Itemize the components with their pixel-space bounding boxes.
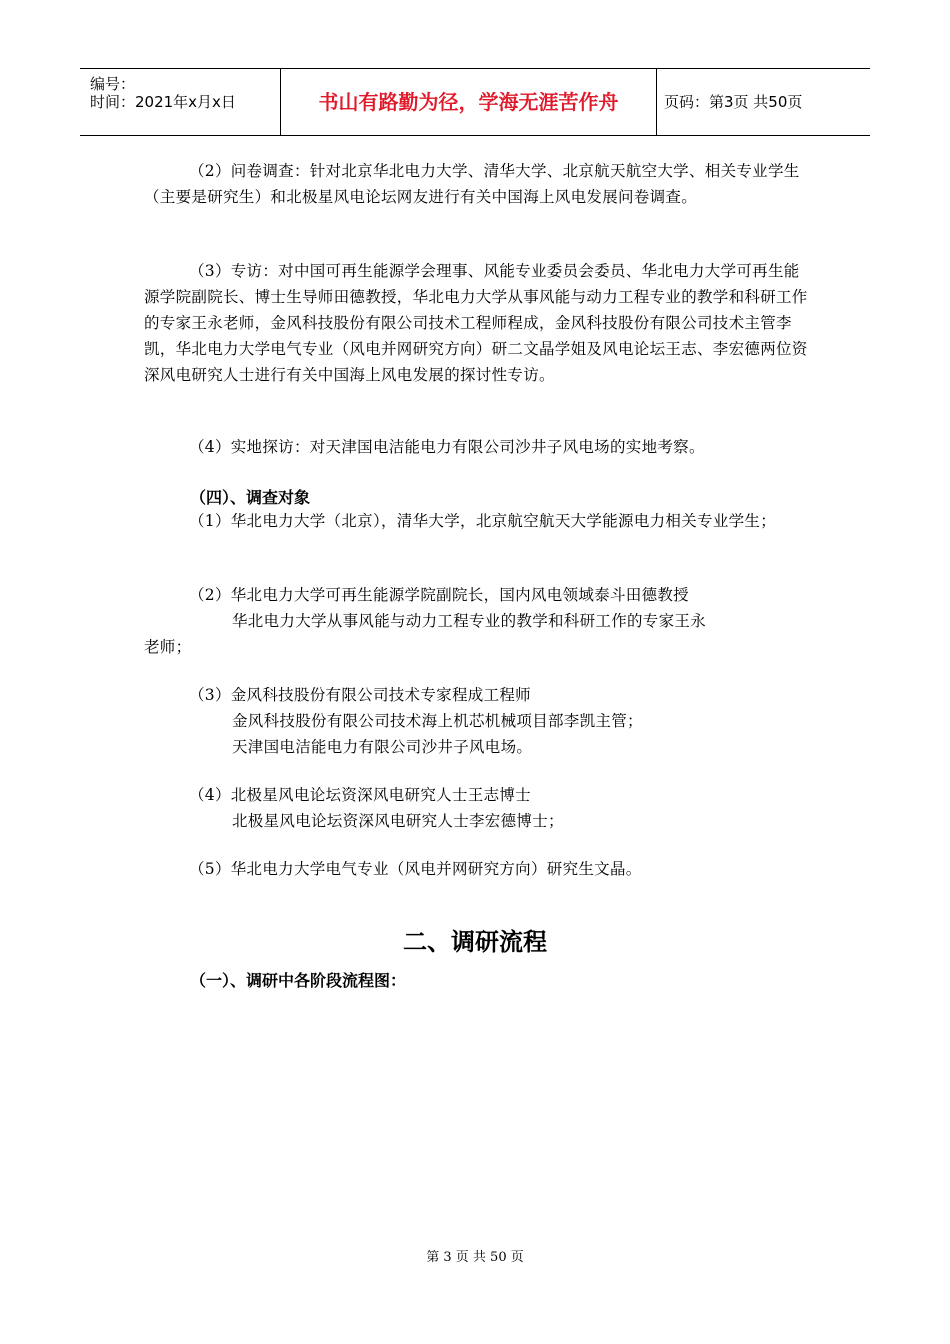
subject-item-3c: 天津国电洁能电力有限公司沙井子风电场。 bbox=[232, 738, 533, 756]
subject-item-2a: （2）华北电力大学可再生能源学院副院长，国内风电领域泰斗田德教授 bbox=[189, 586, 689, 604]
subject-item-3b: 金风科技股份有限公司技术海上机芯机械项目部李凯主管； bbox=[232, 712, 643, 730]
time-label: 时间：2021年x月x日 bbox=[90, 93, 236, 111]
header-page-info: 页码：第3页 共50页 bbox=[664, 93, 803, 111]
paragraph-questionnaire: （2）问卷调查：针对北京华北电力大学、清华大学、北京航天航空大学、相关专业学生（主要是研究生）和北极星风电论坛网友进行有关中国海上风电发展问卷调查。 bbox=[144, 162, 800, 206]
page-footer: 第 3 页 共 50 页 bbox=[426, 1250, 524, 1265]
section-heading-subjects: （四）、调查对象 bbox=[190, 488, 311, 507]
subject-item-2b: 华北电力大学从事风能与动力工程专业的教学和科研工作的专家王永 bbox=[232, 612, 707, 630]
paragraph-interview: （3）专访：对中国可再生能源学会理事、风能专业委员会委员、华北电力大学可再生能源学院副院长、博士生导师田德教授，华北电力大学从事风能与动力工程专业的教学和科研工作的专家王永老师，金风科技股份有限公司技术工程师程成，金风科技股份有限公司技术主管李凯，华北电力大学电气专业（风电并网研究方向）研二文晶学姐及风电论坛王志、李宏德两位资深风电研究人士进行有关中国海上风电发展的探讨性专访。 bbox=[144, 262, 808, 384]
paragraph-field-visit: （4）实地探访：对天津国电洁能电力有限公司沙井子风电场的实地考察。 bbox=[189, 438, 705, 456]
chapter-heading: 二、调研流程 bbox=[403, 928, 547, 956]
number-label: 编号： bbox=[90, 75, 136, 93]
subject-item-4b: 北极星风电论坛资深风电研究人士李宏德博士； bbox=[232, 812, 564, 830]
header-meta-cell bbox=[80, 69, 281, 135]
page-header bbox=[80, 68, 870, 136]
subject-item-2c: 老师； bbox=[144, 638, 192, 656]
subject-item-3a: （3）金风科技股份有限公司技术专家程成工程师 bbox=[189, 686, 531, 704]
subject-item-1: （1）华北电力大学（北京），清华大学，北京航空航天大学能源电力相关专业学生； bbox=[189, 512, 777, 530]
subject-item-4a: （4）北极星风电论坛资深风电研究人士王志博士 bbox=[189, 786, 531, 804]
subject-item-5: （5）华北电力大学电气专业（风电并网研究方向）研究生文晶。 bbox=[189, 860, 642, 878]
header-motto: 书山有路勤为径，学海无涯苦作舟 bbox=[281, 69, 657, 135]
section-heading-flowchart: （一）、调研中各阶段流程图： bbox=[190, 971, 407, 990]
